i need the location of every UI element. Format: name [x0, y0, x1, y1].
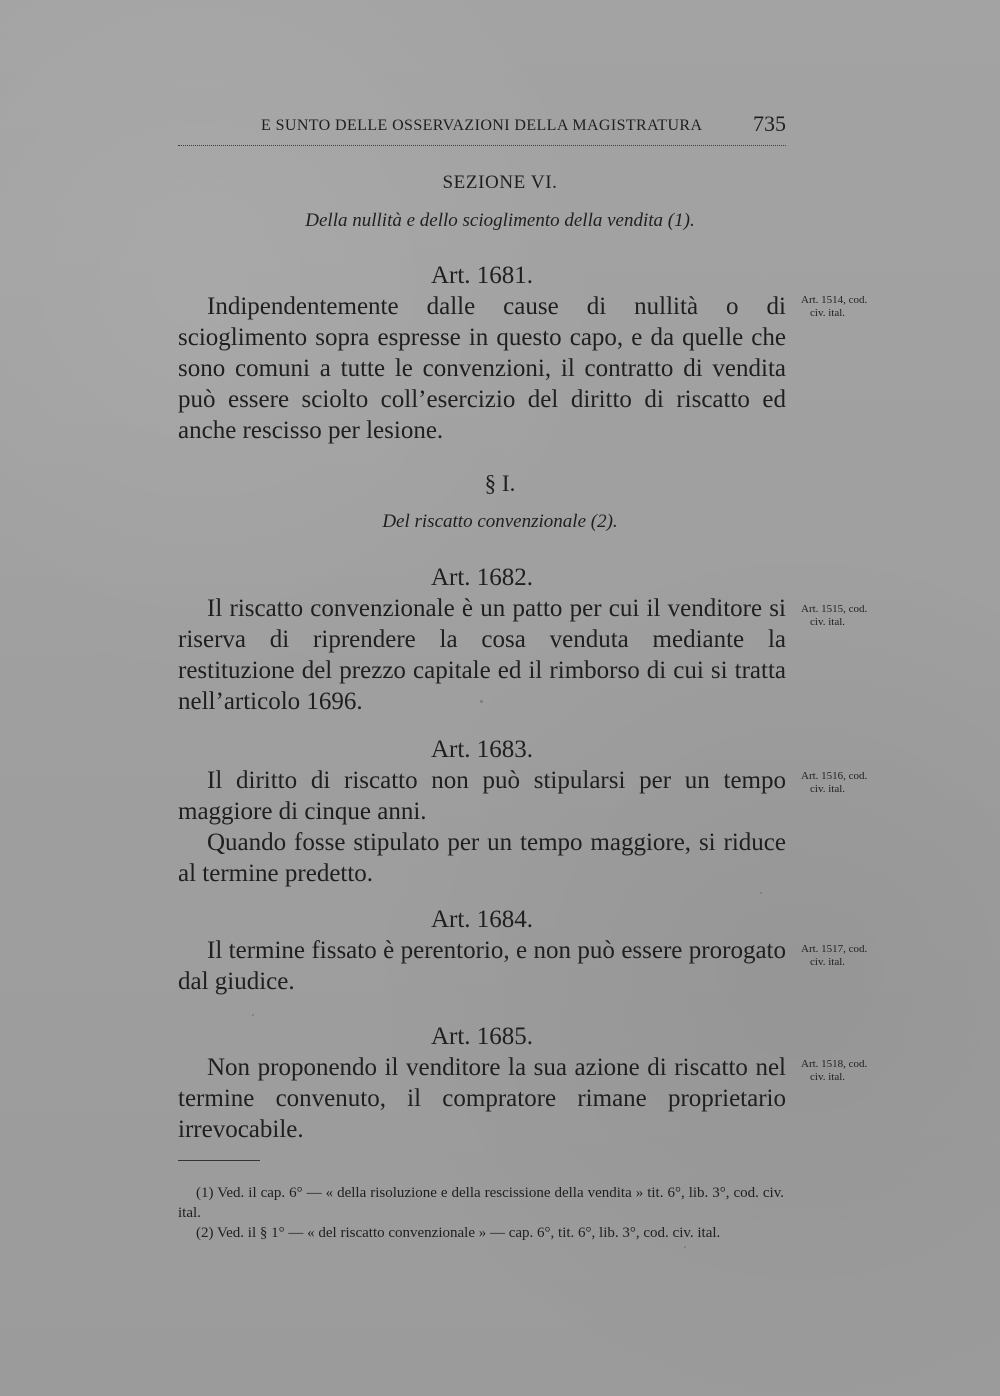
- margin-note-line: civ. ital.: [810, 307, 846, 319]
- article-title-1684: Art. 1684.: [430, 906, 534, 933]
- article-text-1683: [178, 765, 786, 889]
- footnotes: [178, 1183, 784, 1243]
- margin-note-line: civ. ital.: [810, 1071, 846, 1083]
- article-text-1682: [178, 593, 786, 717]
- article-title-1685: Art. 1685.: [430, 1023, 534, 1050]
- article-paragraph: Il termine fissato è perentorio, e non può essere prorogato dal giudice.: [178, 937, 786, 995]
- margin-note-line: Art. 1515, cod.: [801, 603, 868, 615]
- article-title-1683: Art. 1683.: [430, 736, 534, 763]
- article-text-1685: [178, 1052, 786, 1145]
- margin-note-line: civ. ital.: [810, 956, 846, 968]
- subsection-mark: § I.: [484, 471, 516, 496]
- margin-note-line: civ. ital.: [810, 783, 846, 795]
- section-subtitle: Della nullità e dello scioglimento della vendita (1).: [305, 210, 695, 231]
- article-text-1681: [178, 291, 786, 446]
- margin-note-line: Art. 1517, cod.: [801, 943, 868, 955]
- margin-note-line: Art. 1514, cod.: [801, 294, 868, 306]
- margin-note-line: Art. 1516, cod.: [801, 770, 868, 782]
- article-paragraph: Il riscatto convenzionale è un patto per cui il venditore si riserva di riprendere la cosa venduta mediante la restituzione del prezzo capitale ed il rimborso di cui si tratta nell’articolo 1696.: [178, 595, 786, 715]
- paper-speck: [252, 1014, 254, 1016]
- article-paragraph: Non proponendo il venditore la sua azione di riscatto nel termine convenuto, il compratore rimane proprietario irrevocabile.: [178, 1054, 786, 1143]
- margin-note-1681: [801, 294, 901, 320]
- article-title-1682: Art. 1682.: [430, 564, 534, 591]
- footnote-separator: [178, 1160, 260, 1161]
- footnote-1: (1) Ved. il cap. 6° — « della risoluzione e della rescissione della vendita » tit. 6°, lib. 3°, cod. civ. ital.: [178, 1185, 784, 1221]
- margin-note-1684: [801, 943, 901, 969]
- running-head: E SUNTO DELLE OSSERVAZIONI DELLA MAGISTRATURA: [261, 117, 703, 134]
- paper-speck: [684, 1246, 686, 1248]
- paper-speck: [760, 892, 762, 894]
- margin-note-1683: [801, 770, 901, 796]
- margin-note-line: civ. ital.: [810, 616, 846, 628]
- article-text-1684: [178, 935, 786, 997]
- subsection-title: Del riscatto convenzionale (2).: [382, 511, 618, 532]
- article-paragraph: Il diritto di riscatto non può stipularsi per un tempo maggiore di cinque anni.: [178, 767, 786, 825]
- article-paragraph: Indipendentemente dalle cause di nullità o di scioglimento sopra espresse in questo capo, e da quelle che sono comuni a tutte le convenzioni, il contratto di vendita può essere sciolto coll’esercizio del diritto di riscatto ed anche rescisso per lesione.: [178, 293, 786, 444]
- page-number: 735: [753, 111, 786, 136]
- margin-note-1682: [801, 603, 901, 629]
- section-title: SEZIONE VI.: [442, 172, 558, 193]
- page-header: [178, 111, 786, 146]
- article-paragraph: Quando fosse stipulato per un tempo maggiore, si riduce al termine predetto.: [178, 829, 786, 887]
- margin-note-1685: [801, 1058, 901, 1084]
- margin-note-line: Art. 1518, cod.: [801, 1058, 868, 1070]
- footnote-2: (2) Ved. il § 1° — « del riscatto convenzionale » — cap. 6°, tit. 6°, lib. 3°, cod. civ. ital.: [196, 1225, 721, 1241]
- article-title-1681: Art. 1681.: [430, 262, 534, 289]
